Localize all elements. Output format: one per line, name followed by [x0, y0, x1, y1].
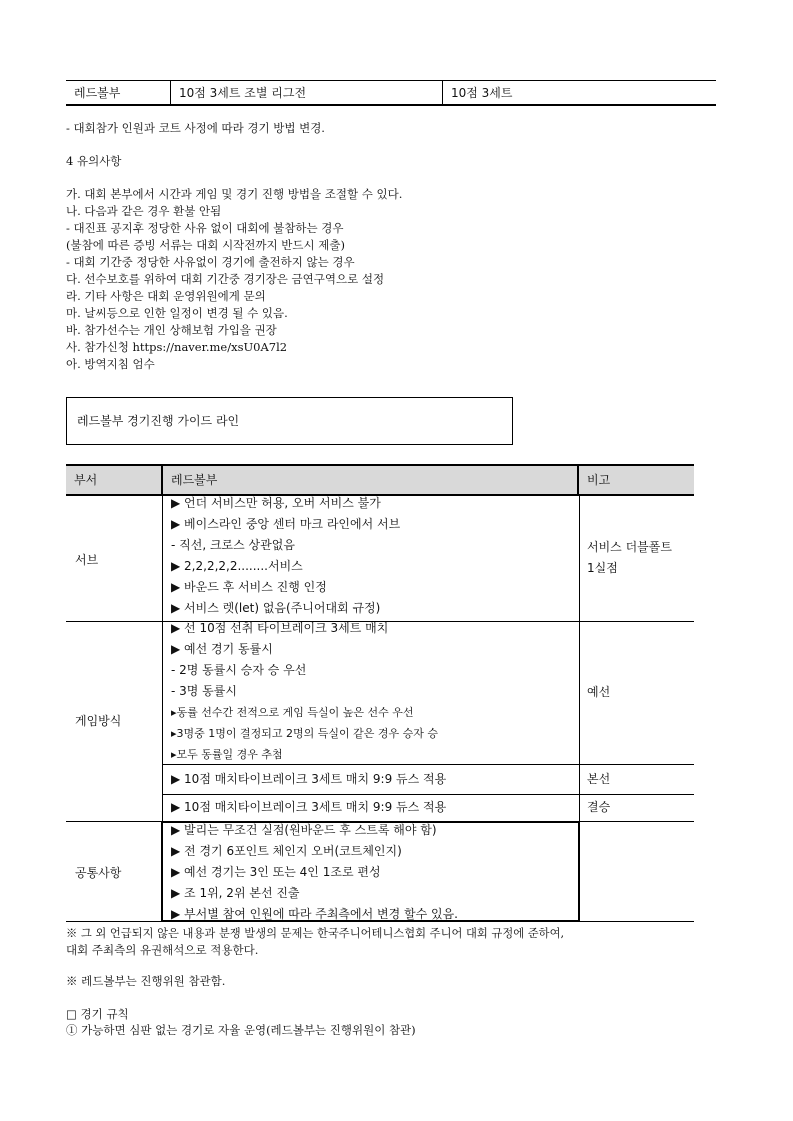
header-division: 부서	[66, 464, 162, 496]
common-rule: ▶ 예선 경기는 3인 또는 4인 1조로 편성	[171, 865, 381, 879]
precaution-item: 바. 참가선수는 개인 상해보험 가입을 권장	[66, 323, 277, 337]
preliminary-format-cell: 10점 3세트 조별 리그전	[170, 81, 442, 105]
common-rule: ▶ 발리는 무조건 실점(원바운드 후 스트록 해야 함)	[171, 823, 437, 837]
serve-remark-penalty: 1실점	[587, 561, 618, 575]
serve-rule: - 직선, 크로스 상관없음	[171, 538, 295, 552]
game-rule: - 2명 동률시 승자 승 우선	[171, 663, 307, 677]
rule-item: ① 가능하면 심판 없는 경기로 자율 운영(레드볼부는 진행위원이 참관)	[66, 1023, 416, 1037]
row-label-common: 공통사항	[75, 866, 122, 880]
championship-rule: ▶ 10점 매치타이브레이크 3세트 매치 9:9 듀스 적용	[171, 800, 447, 814]
game-rule: ▶ 예선 경기 동률시	[171, 642, 273, 656]
header-remark: 비고	[579, 464, 694, 496]
precaution-item: - 대회 기간중 정당한 사유없이 경기에 출전하지 않는 경우	[66, 255, 355, 269]
guideline-table	[66, 464, 694, 922]
common-items	[171, 820, 458, 925]
game-rule: ▸3명중 1명이 결정되고 2명의 득실이 같은 경우 승자 승	[171, 727, 439, 740]
precaution-item: 가. 대회 본부에서 시간과 게임 및 경기 진행 방법을 조절할 수 있다.	[66, 187, 403, 201]
common-rule: ▶ 부서별 참여 인원에 따라 주최측에서 변경 할수 있음.	[171, 907, 458, 921]
final-rule: ▶ 10점 매치타이브레이크 3세트 매치 9:9 듀스 적용	[171, 772, 447, 786]
final-format-cell: 10점 3세트	[442, 81, 716, 105]
precaution-item: 다. 선수보호를 위하여 대회 기간중 경기장은 금연구역으로 설정	[66, 272, 385, 286]
game-format-items	[171, 618, 438, 765]
rules-title: □ 경기 규칙	[66, 1007, 129, 1021]
guide-title-box: 레드볼부 경기진행 가이드 라인	[66, 397, 513, 445]
row-label-game-format: 게임방식	[75, 714, 122, 728]
common-rule: ▶ 전 경기 6포인트 체인지 오버(코트체인지)	[171, 844, 402, 858]
precaution-item: 사. 참가신청 https://naver.me/xsU0A7l2	[66, 340, 288, 354]
serve-rule: ▶ 바운드 후 서비스 진행 인정	[171, 580, 327, 594]
format-change-note: - 대회참가 인원과 코트 사정에 따라 경기 방법 변경.	[66, 121, 325, 135]
referee-note: ※ 레드볼부는 진행위원 참관함.	[66, 974, 226, 988]
championship-remark: 결승	[587, 800, 611, 814]
game-rule: - 3명 동률시	[171, 684, 237, 698]
preliminary-remark: 예선	[587, 685, 611, 699]
precaution-item: - 대진표 공지후 정당한 사유 없이 대회에 불참하는 경우	[66, 221, 344, 235]
common-rule: ▶ 조 1위, 2위 본선 진출	[171, 886, 300, 900]
precaution-item: 아. 방역지침 엄수	[66, 357, 155, 371]
precaution-item: 라. 기타 사항은 대회 운영위원에게 문의	[66, 289, 266, 303]
row-label-serve: 서브	[75, 553, 99, 567]
serve-items	[171, 493, 400, 619]
division-name-cell: 레드볼부	[74, 86, 121, 100]
section-precautions-title: 4 유의사항	[66, 154, 122, 168]
header-redball: 레드볼부	[161, 464, 579, 496]
serve-rule: ▶ 베이스라인 중앙 센터 마크 라인에서 서브	[171, 517, 401, 531]
final-remark: 본선	[587, 772, 611, 786]
serve-remark: 서비스 더블폴트	[587, 540, 672, 554]
division-summary-table	[66, 80, 716, 106]
game-rule: ▸모두 동률일 경우 추첨	[171, 748, 283, 761]
serve-rule: ▶ 2,2,2,2,2........서비스	[171, 559, 303, 573]
serve-rule: ▶ 서비스 렛(let) 없음(주니어대회 규정)	[171, 601, 381, 615]
game-rule: ▶ 선 10점 선취 타이브레이크 3세트 매치	[171, 621, 389, 635]
row-divider	[162, 794, 694, 795]
footnote-regulation: ※ 그 외 언급되지 않은 내용과 분쟁 발생의 문제는 한국주니어테니스협회 주니어 대회 규정에 준하여,	[66, 927, 565, 940]
serve-rule: ▶ 언더 서비스만 허용, 오버 서비스 불가	[171, 496, 381, 510]
precaution-item: 마. 날씨등으로 인한 일정이 변경 될 수 있음.	[66, 306, 288, 320]
precautions-list	[66, 186, 402, 373]
game-rule: ▸동률 선수간 전적으로 게임 득실이 높은 선수 우선	[171, 706, 414, 719]
precaution-item: (불참에 따른 증빙 서류는 대회 시작전까지 반드시 제출)	[66, 238, 345, 252]
footnote-regulation-cont: 대회 주최측의 유권해석으로 적용한다.	[66, 943, 259, 957]
precaution-item: 나. 다음과 같은 경우 환불 안됨	[66, 204, 222, 218]
